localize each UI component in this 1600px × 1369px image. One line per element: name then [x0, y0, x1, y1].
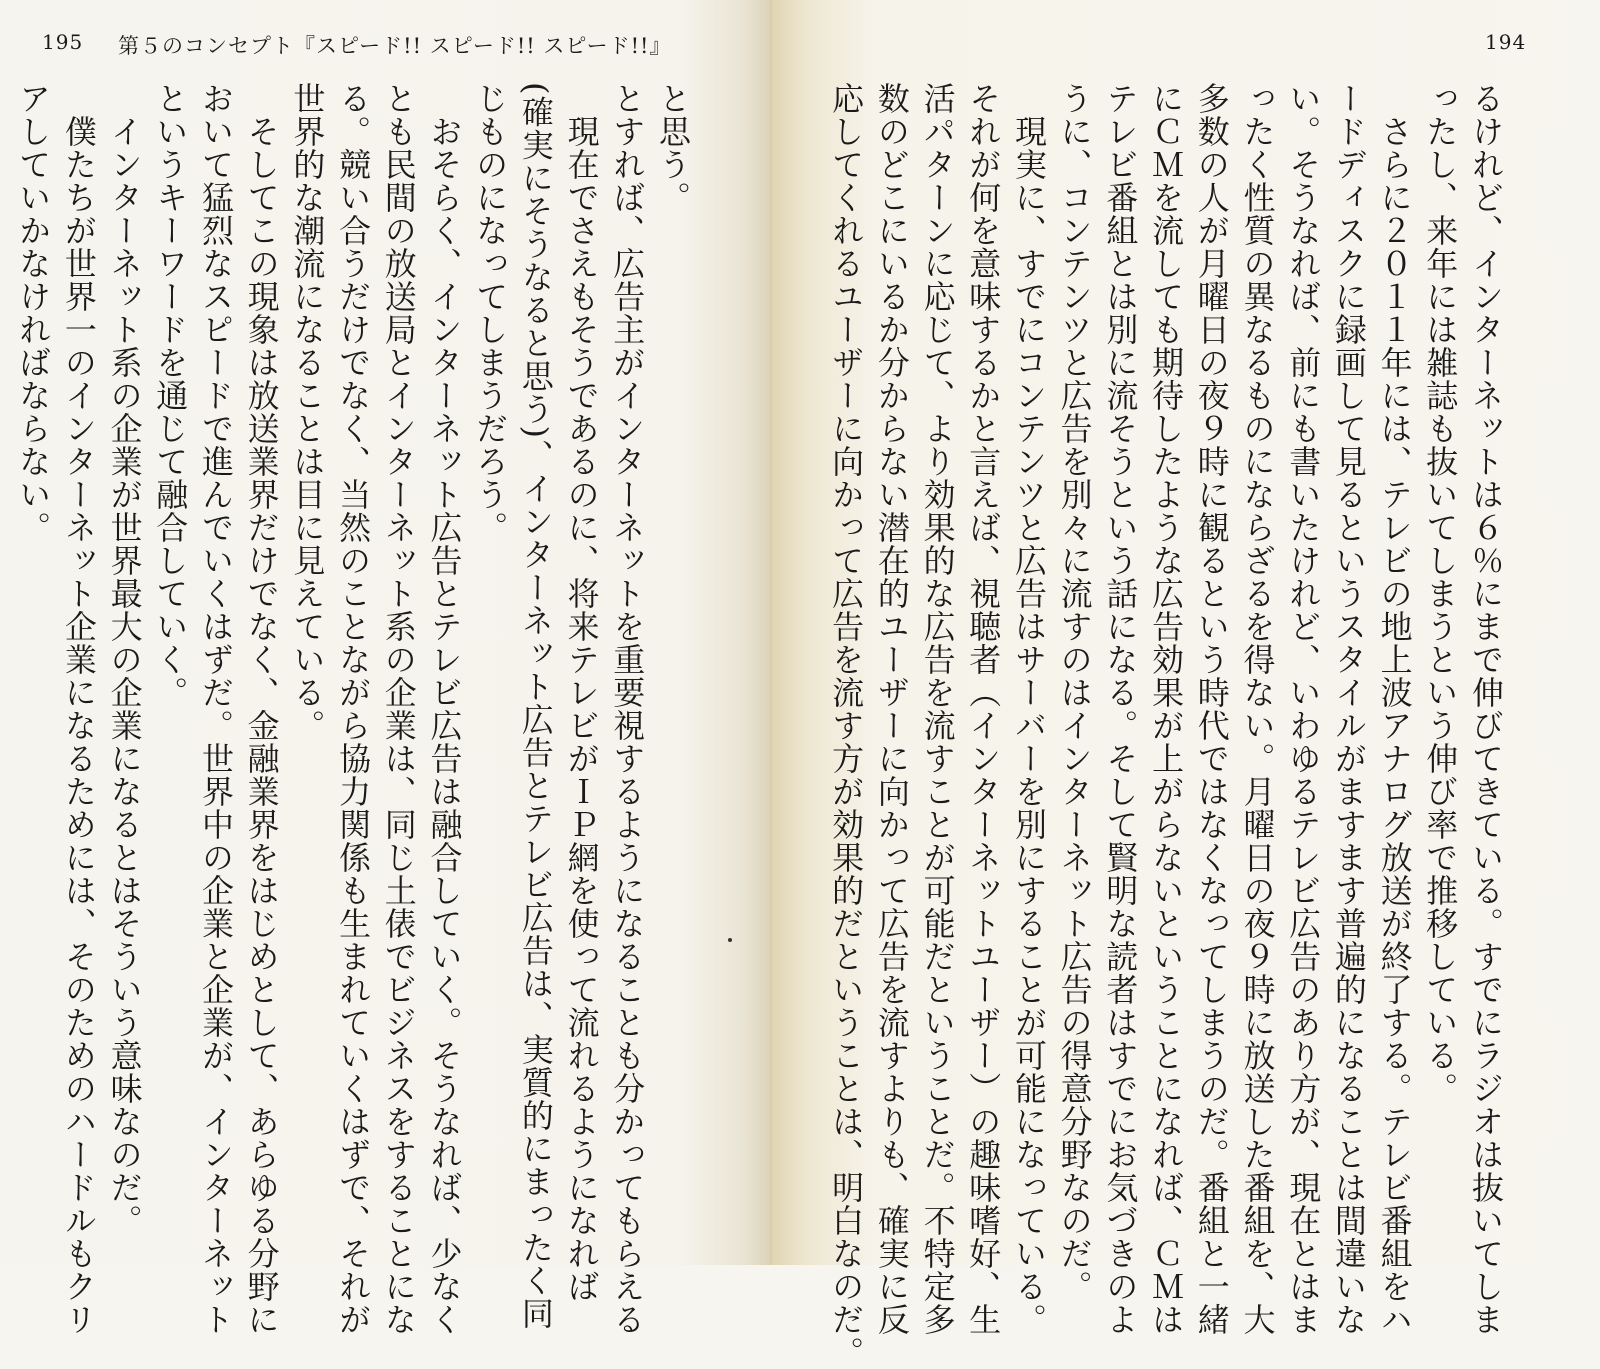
text-column: そしてこの現象は放送業界だけでなく、金融業界をはじめとして、あらゆる分野に: [242, 82, 281, 1336]
running-head: 第５のコンセプト『スピード!! スピード!! スピード!!』: [118, 34, 672, 58]
text-column: さらに２０１１年には、テレビの地上波アナログ放送が終了する。テレビ番組をハ: [1375, 82, 1414, 1336]
right-body-text: [822, 82, 1508, 1369]
text-column: おいて猛烈なスピードで進んでいくはずだ。世界中の企業と企業が、インターネット: [196, 82, 235, 1336]
text-column: 現実に、すでにコンテンツと広告はサーバーを別にすることが可能になっている。: [1009, 82, 1048, 1336]
text-column: 数のどこにいるか分からない潜在的ユーザーに向かって広告を流すよりも、確実に反: [872, 82, 911, 1336]
text-column: (確実にそうなると思う)、インターネット広告とテレビ広告は、実質的にまったく同: [516, 82, 555, 1330]
text-column: うに、コンテンツと広告を別々に流すのはインターネット広告の得意分野なのだ。: [1055, 82, 1094, 1303]
text-column: とも民間の放送局とインターネット系の企業は、同じ土俵でビジネスをすることにな: [379, 82, 418, 1336]
left-page: [0, 0, 775, 1336]
page-number-right: 194: [1485, 30, 1527, 54]
text-column: い。そうなれば、前にも書いたけれど、いわゆるテレビ広告のあり方が、現在とはま: [1284, 82, 1323, 1336]
text-column: 現在でさえもそうであるのに、将来テレビがＩＰ網を使って流れるようになれば: [562, 82, 601, 1303]
text-column: とすれば、広告主がインターネットを重要視するようになることも分かってもらえる: [608, 82, 647, 1336]
text-column: 多数の人が月曜日の夜９時に観るという時代ではなくなってしまうのだ。番組と一緒: [1192, 82, 1231, 1336]
text-column: 活パターンに応じて、より効果的な広告を流すことが可能だということだ。不特定多: [918, 82, 957, 1336]
ink-speck: [728, 938, 732, 942]
text-column: 応してくれるユーザーに向かって広告を流す方が効果的だということは、明白なのだ。: [827, 82, 866, 1369]
text-column: というキーワードを通じて融合していく。: [151, 82, 190, 709]
text-column: テレビ番組とは別に流そうという話になる。そして賢明な読者はすでにお気づきのよ: [1101, 82, 1140, 1336]
text-column: ったく性質の異なるものにならざるを得ない。月曜日の夜９時に放送した番組を、大: [1238, 82, 1277, 1336]
text-column: 世界的な潮流になることは目に見えている。: [288, 82, 327, 742]
text-column: にＣＭを流しても期待したような広告効果が上がらないということになれば、ＣＭは: [1147, 82, 1186, 1336]
text-column: る。競い合うだけでなく、当然のことながら協力関係も生まれていくはずで、それが: [334, 82, 373, 1336]
text-column: ードディスクに録画して見るというスタイルがますます普遍的になることは間違いな: [1329, 82, 1368, 1336]
text-column: るけれど、インターネットは６％にまで伸びてきている。すでにラジオは抜いてしま: [1467, 82, 1505, 1336]
text-column: アしていかなければならない。: [14, 82, 53, 544]
text-column: と思う。: [654, 82, 692, 214]
page-number-left: 195: [42, 30, 84, 54]
text-column: 僕たちが世界一のインターネット企業になるためには、そのためのハードルもクリ: [59, 82, 98, 1336]
right-page: [775, 0, 1600, 1369]
text-column: ったし、来年には雑誌も抜いてしまうという伸び率で推移している。: [1421, 82, 1460, 1105]
left-body-text: [9, 82, 695, 1336]
text-column: おそらく、インターネット広告とテレビ広告は融合していく。そうなれば、少なく: [425, 82, 464, 1336]
text-column: それが何を意味するかと言えば、視聴者（インターネットユーザー）の趣味嗜好、生: [964, 82, 1003, 1336]
text-column: インターネット系の企業が世界最大の企業になるとはそういう意味なのだ。: [105, 82, 144, 1237]
text-column: じものになってしまうだろう。: [471, 82, 510, 544]
